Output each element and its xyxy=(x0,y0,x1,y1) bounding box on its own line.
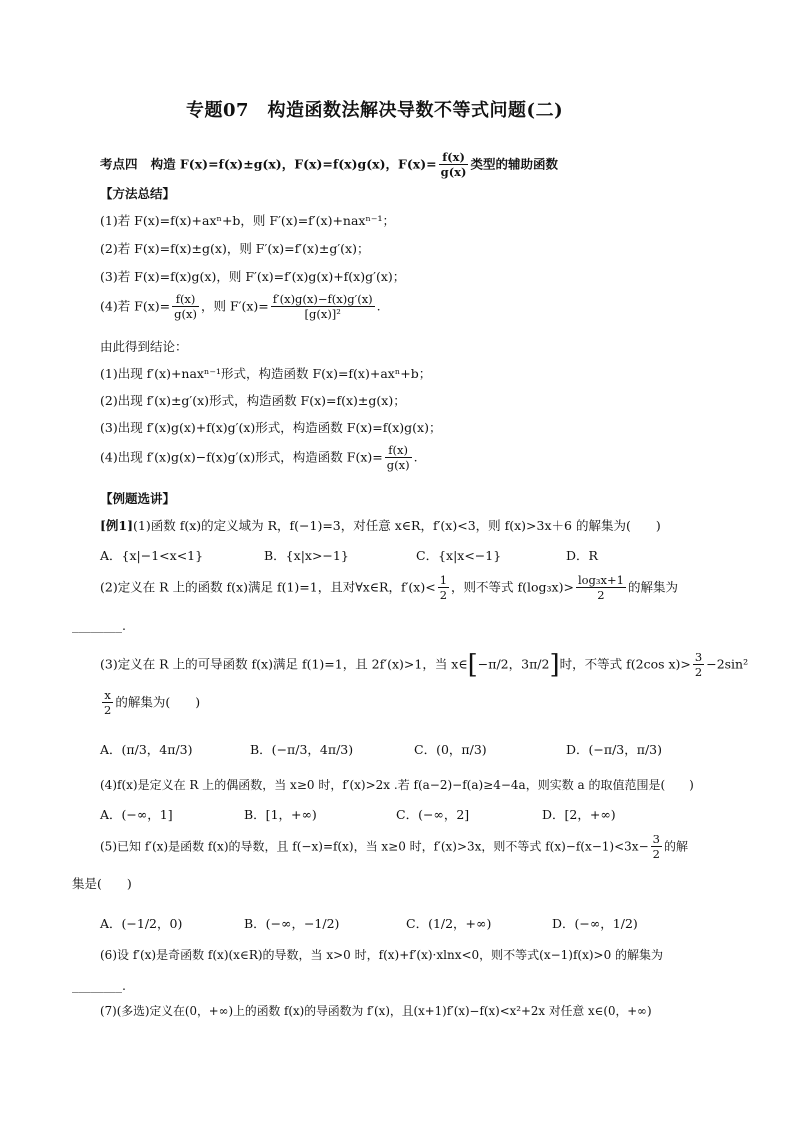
method-item-4-fraction-1 xyxy=(172,292,199,322)
question-3-tail: 的解集为( ) xyxy=(115,694,201,710)
fraction-numerator: 1 xyxy=(439,573,448,587)
question-1-text: (1)函数 f(x)的定义域为 R，f(−1)=3，对任意 x∈R，f′(x)<3，则 f(x)>3x＋6 的解集为( ) xyxy=(133,518,661,533)
question-5 xyxy=(100,832,688,862)
question-1-option-d: D．R xyxy=(566,548,598,563)
question-3-fraction-2 xyxy=(102,688,113,718)
fraction-numerator: f(x) xyxy=(385,443,412,458)
fraction-numerator: 3 xyxy=(652,832,660,846)
question-1-option-c: C．{x|x<−1} xyxy=(416,548,502,563)
question-2-text: (2)定义在 R 上的函数 f(x)满足 f(1)=1，且对∀x∈R，f′(x)< xyxy=(100,579,436,595)
method-item-2: (2)若 F(x)=f(x)±g(x)，则 F′(x)=f′(x)±g′(x)； xyxy=(100,241,370,256)
left-bracket: [ xyxy=(467,649,478,680)
topic-line xyxy=(100,150,558,180)
fraction-denominator: [g(x)]² xyxy=(304,307,341,322)
question-4-option-b: B．[1，+∞) xyxy=(244,807,317,822)
question-6-answer-blank: ________. xyxy=(72,978,126,993)
fraction-denominator: 2 xyxy=(694,665,703,680)
method-item-4-middle: ，则 F′(x)= xyxy=(200,298,269,314)
question-3: (3)定义在 R 上的可导函数 f(x)满足 f(1)=1，且 2f′(x)>1，当 x∈[−π/2，3π/2]时，不等式 f(2cos x)> $\frac{3}{2}$ −2sin² xyxy=(100,649,749,680)
question-2-middle: ，则不等式 f(log₃x)> xyxy=(451,579,574,595)
conclusion-item-4-fraction xyxy=(385,443,412,473)
fraction-denominator: 2 xyxy=(104,703,112,718)
question-3-option-d: D．(−π/3，π/3) xyxy=(566,742,663,757)
conclusion-item-4 xyxy=(100,443,418,473)
question-3-text: (3)定义在 R 上的可导函数 f(x)满足 f(1)=1，且 2f′(x)>1，当 x∈ xyxy=(100,656,468,672)
method-item-4-suffix: . xyxy=(376,298,381,314)
conclusion-item-1: (1)出现 f′(x)+naxⁿ⁻¹形式，构造函数 F(x)=f(x)+axⁿ+b； xyxy=(100,366,432,381)
question-6: (6)设 f′(x)是奇函数 f(x)(x∈R)的导数，当 x>0 时，f(x)+f′(x)·xlnx<0，则不等式(x−1)f(x)>0 的解集为 xyxy=(100,948,664,962)
question-5-option-a: A．(−1/2，0) xyxy=(100,916,183,931)
question-5-option-d: D．(−∞，1/2) xyxy=(552,916,638,931)
fraction-denominator: g(x) xyxy=(386,458,410,473)
fraction-numerator: f′(x)g(x)−f(x)g′(x) xyxy=(272,292,373,306)
topic-label: 考点四 xyxy=(100,156,138,172)
question-1 xyxy=(100,518,661,533)
question-3-option-a: A．(π/3，4π/3) xyxy=(100,742,193,757)
fraction-denominator: g(x) xyxy=(174,307,197,322)
question-1-option-b: B．{x|x>−1} xyxy=(264,548,349,563)
question-3-option-b: B．(−π/3，4π/3) xyxy=(250,742,354,757)
method-item-4-prefix: (4)若 F(x)= xyxy=(100,298,171,314)
topic-text: 构造 F(x)=f(x)±g(x)，F(x)=f(x)g(x)，F(x)= xyxy=(150,156,437,172)
method-item-3: (3)若 F(x)=f(x)g(x)，则 F′(x)=f′(x)g(x)+f(x)g′(x)； xyxy=(100,269,406,284)
question-7: (7)(多选)定义在(0，+∞)上的函数 f(x)的导函数为 f′(x)，且(x+1)f′(x)−f(x)<x²+2x 对任意 x∈(0，+∞) xyxy=(100,1004,652,1018)
conclusion-intro: 由此得到结论： xyxy=(100,339,188,354)
question-5-fraction xyxy=(651,832,662,862)
question-3-continued xyxy=(100,688,200,718)
question-3-fraction xyxy=(693,650,704,680)
question-5-suffix: 的解 xyxy=(663,839,688,854)
interval-start: −π/2 xyxy=(477,656,509,672)
method-item-4-fraction-2 xyxy=(271,292,375,322)
fraction-numerator: log₃x+1 xyxy=(577,573,624,587)
fraction-numerator: f(x) xyxy=(172,292,199,307)
example-label: [例1] xyxy=(100,518,134,533)
conclusion-item-2: (2)出现 f′(x)±g′(x)形式，构造函数 F(x)=f(x)±g(x)； xyxy=(100,393,406,408)
interval-end: 3π/2 xyxy=(521,656,550,672)
topic-suffix: 类型的辅助函数 xyxy=(470,156,558,172)
right-bracket: ] xyxy=(549,649,560,680)
question-4-option-c: C．(−∞，2] xyxy=(396,807,470,822)
page-title: 专题07 构造函数法解决导数不等式问题(二) xyxy=(186,100,564,121)
examples-header: 【例题选讲】 xyxy=(100,491,176,506)
fraction-numerator: x xyxy=(102,688,113,703)
question-2 xyxy=(100,573,678,603)
method-header: 【方法总结】 xyxy=(100,186,176,201)
question-2-suffix: 的解集为 xyxy=(627,579,678,595)
question-3-middle: 时，不等式 f(2cos x)> xyxy=(559,656,691,672)
question-4-option-a: A．(−∞，1] xyxy=(100,807,173,822)
question-2-answer-blank: ________. xyxy=(72,618,126,633)
fraction-denominator: g(x) xyxy=(440,165,467,180)
question-5-option-c: C．(1/2，+∞) xyxy=(406,916,492,931)
conclusion-item-4-prefix: (4)出现 f′(x)g(x)−f(x)g′(x)形式，构造函数 F(x)= xyxy=(100,449,383,465)
question-1-option-a: A．{x|−1<x<1} xyxy=(100,548,204,563)
question-5-continued: 集是( ) xyxy=(72,876,132,891)
question-2-fraction-1 xyxy=(438,573,449,603)
topic-fraction xyxy=(439,150,469,180)
fraction-denominator: 2 xyxy=(652,847,660,862)
question-5-text: (5)已知 f′(x)是函数 f(x)的导数，且 f(−x)=f(x)，当 x≥0 时，f′(x)>3x，则不等式 f(x)−f(x−1)<3x− xyxy=(100,839,649,854)
question-4-option-d: D．[2，+∞) xyxy=(542,807,616,822)
fraction-denominator: 2 xyxy=(597,588,605,603)
fraction-denominator: 2 xyxy=(439,588,448,603)
question-3-option-c: C．(0，π/3) xyxy=(414,742,487,757)
question-3-suffix: −2sin² xyxy=(706,656,749,672)
fraction-numerator: 3 xyxy=(694,650,703,664)
question-2-fraction-2 xyxy=(576,573,626,603)
conclusion-item-3: (3)出现 f′(x)g(x)+f(x)g′(x)形式，构造函数 F(x)=f(x)g(x)； xyxy=(100,420,442,435)
method-item-1: (1)若 F(x)=f(x)+axⁿ+b，则 F′(x)=f′(x)+naxⁿ⁻¹； xyxy=(100,213,395,228)
question-5-option-b: B．(−∞，−1/2) xyxy=(244,916,340,931)
conclusion-item-4-suffix: . xyxy=(413,449,418,465)
method-item-4 xyxy=(100,292,381,322)
question-4: (4)f(x)是定义在 R 上的偶函数，当 x≥0 时，f′(x)>2x .若 f(a−2)−f(a)≥4−4a，则实数 a 的取值范围是( ) xyxy=(100,778,694,792)
fraction-numerator: f(x) xyxy=(439,150,469,165)
